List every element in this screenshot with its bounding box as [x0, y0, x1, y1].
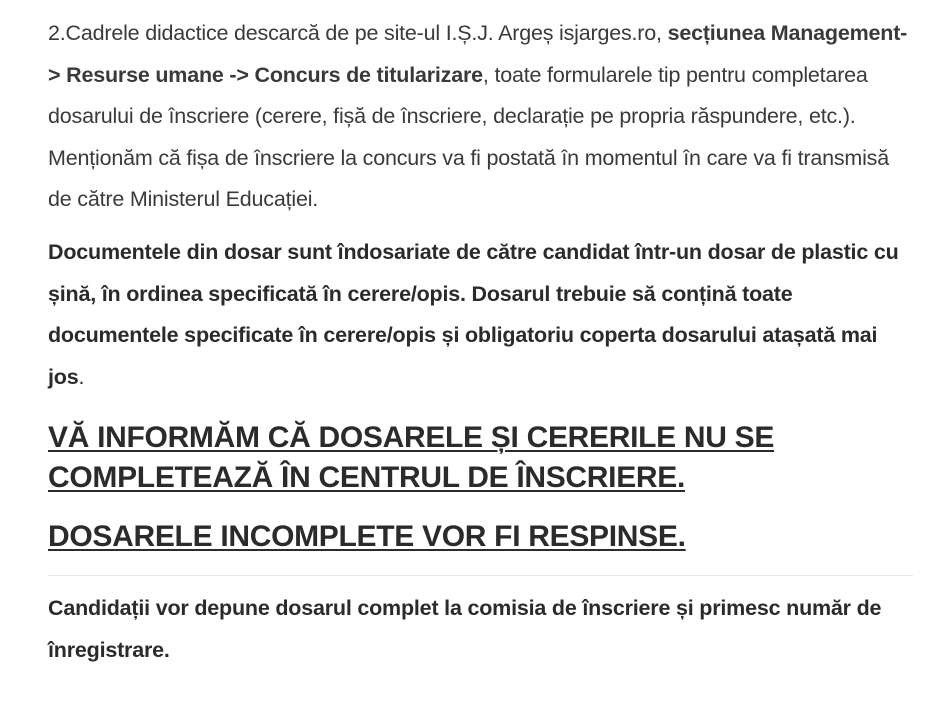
instructions-lead: 2.Cadrele didactice descarcă de pe site-ul I.Ș.J. Argeș isjarges.ro,: [48, 21, 668, 45]
documents-paragraph: [48, 232, 913, 398]
notice-heading-completion: VĂ INFORMĂM CĂ DOSARELE ȘI CERERILE NU SE COMPLETEAZĂ ÎN CENTRUL DE ÎNSCRIERE.: [48, 421, 775, 495]
instructions-rest: , toate formularele tip pentru completarea dosarului de înscriere (cerere, fișă de înscriere, declarație pe propria răspundere, etc.). Menționăm că fișa de înscriere la concurs va fi postată în momentul în care va fi transmisă de către Ministerul Educației.: [48, 62, 889, 212]
notice-heading-incomplete: DOSARELE INCOMPLETE VOR FI RESPINSE.: [48, 520, 686, 554]
submission-paragraph: Candidații vor depune dosarul complet la comisia de înscriere și primesc număr de înregistrare.: [48, 596, 882, 662]
site-section-path: secțiunea Management-> Resurse umane -> Concurs de titularizare: [48, 21, 908, 87]
article-content: [48, 13, 913, 672]
divider: [48, 575, 913, 576]
instructions-paragraph: [48, 13, 913, 221]
documents-text: Documentele din dosar sunt îndosariate de către candidat într-un dosar de plastic cu șină, în ordinea specificată în cerere/opis. Dosarul trebuie să conțină toate documentele specificate în cerere/opis și obligatoriu coperta dosarului atașată mai jos: [48, 239, 899, 389]
documents-tail: .: [78, 364, 85, 389]
